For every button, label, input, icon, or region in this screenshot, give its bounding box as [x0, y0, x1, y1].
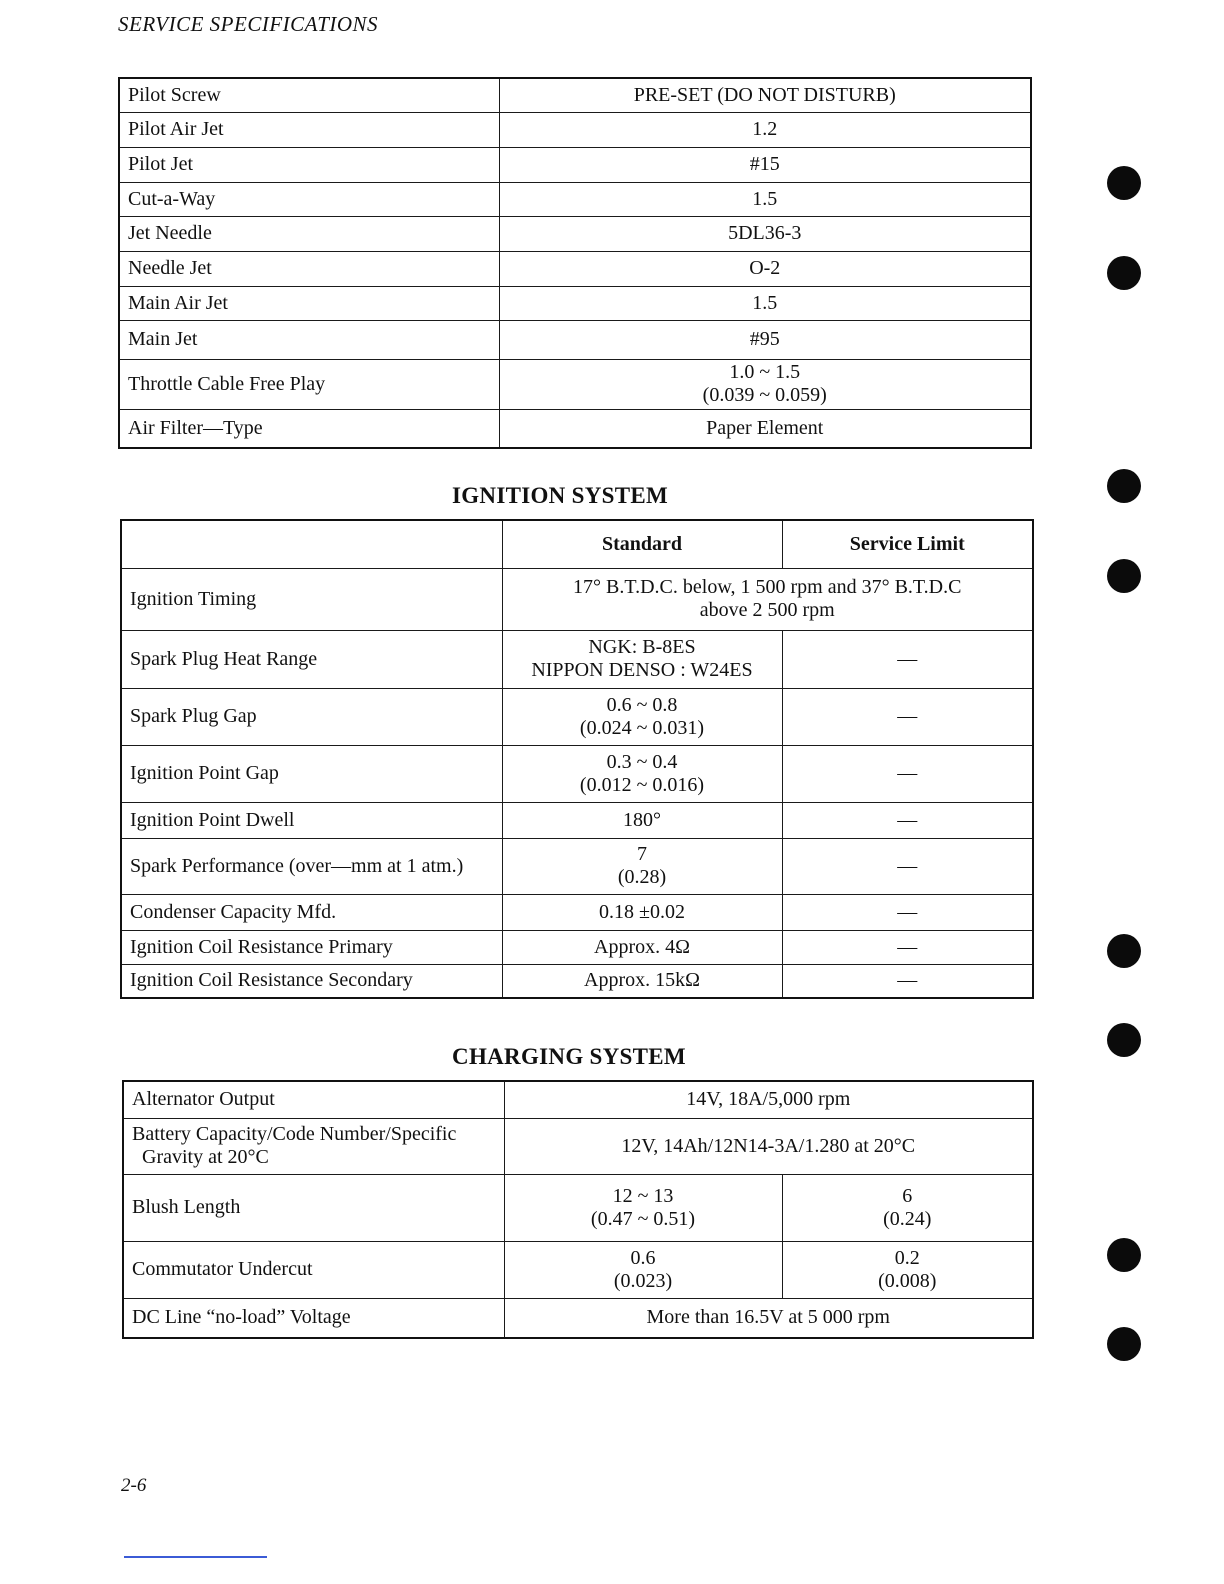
punch-hole [1107, 559, 1141, 593]
spec-limit: — [782, 630, 1033, 688]
table-row [119, 112, 1031, 147]
page-header-title: SERVICE SPECIFICATIONS [118, 12, 379, 36]
table-row [119, 147, 1031, 182]
spec-standard: 7 (0.28) [502, 838, 782, 894]
spec-value: 12V, 14Ah/12N14-3A/1.280 at 20°C [504, 1118, 1033, 1174]
spec-label: Air Filter—Type [119, 409, 499, 448]
spec-label: Battery Capacity/Code Number/Specific Gravity at 20°C [123, 1118, 504, 1174]
table-row [119, 182, 1031, 216]
punch-hole [1107, 1023, 1141, 1057]
spec-value: PRE-SET (DO NOT DISTURB) [499, 78, 1031, 112]
header-standard: Standard [502, 520, 782, 568]
spec-value: Paper Element [499, 409, 1031, 448]
spec-limit: 0.2 (0.008) [782, 1241, 1033, 1298]
spec-value: 5DL36-3 [499, 216, 1031, 251]
spec-standard: 0.18 ±0.02 [502, 894, 782, 930]
spec-label: Throttle Cable Free Play [119, 359, 499, 409]
spec-limit: — [782, 930, 1033, 964]
spec-label: Pilot Air Jet [119, 112, 499, 147]
spec-standard: 0.3 ~ 0.4 (0.012 ~ 0.016) [502, 745, 782, 802]
table-row [121, 838, 1033, 894]
spec-standard: Approx. 4Ω [502, 930, 782, 964]
spec-limit: — [782, 838, 1033, 894]
spec-standard: 12 ~ 13 (0.47 ~ 0.51) [504, 1174, 782, 1241]
table-row [121, 894, 1033, 930]
spec-label: Alternator Output [123, 1081, 504, 1118]
spec-label: Spark Plug Heat Range [121, 630, 502, 688]
table-row [119, 409, 1031, 448]
spec-label: Jet Needle [119, 216, 499, 251]
spec-limit: — [782, 802, 1033, 838]
spec-limit: — [782, 688, 1033, 745]
spec-label: Ignition Point Dwell [121, 802, 502, 838]
spec-value: #15 [499, 147, 1031, 182]
spec-label: Pilot Screw [119, 78, 499, 112]
spec-label: Commutator Undercut [123, 1241, 504, 1298]
table-row [119, 286, 1031, 320]
spec-standard: 0.6 ~ 0.8 (0.024 ~ 0.031) [502, 688, 782, 745]
ignition-spec-table [120, 519, 1034, 999]
spec-label: Cut-a-Way [119, 182, 499, 216]
punch-hole [1107, 1238, 1141, 1272]
spec-label: Spark Plug Gap [121, 688, 502, 745]
spec-label: Main Air Jet [119, 286, 499, 320]
punch-hole [1107, 166, 1141, 200]
spec-label: Pilot Jet [119, 147, 499, 182]
table-row [123, 1174, 1033, 1241]
table-row [119, 251, 1031, 286]
spec-limit: 6 (0.24) [782, 1174, 1033, 1241]
carburetor-spec-table [118, 77, 1032, 449]
punch-hole [1107, 469, 1141, 503]
spec-label: DC Line “no-load” Voltage [123, 1298, 504, 1338]
spec-limit: — [782, 964, 1033, 998]
header-blank [121, 520, 502, 568]
spec-limit: — [782, 894, 1033, 930]
spec-standard: 0.6 (0.023) [504, 1241, 782, 1298]
spec-label: Needle Jet [119, 251, 499, 286]
spec-label: Blush Length [123, 1174, 504, 1241]
spec-value: 1.5 [499, 286, 1031, 320]
spec-value: 17° B.T.D.C. below, 1 500 rpm and 37° B.T.D.C above 2 500 rpm [502, 568, 1033, 630]
table-row [121, 688, 1033, 745]
spec-label: Ignition Coil Resistance Secondary [121, 964, 502, 998]
table-row [121, 964, 1033, 998]
spec-standard: Approx. 15kΩ [502, 964, 782, 998]
punch-hole [1107, 256, 1141, 290]
spec-label: Ignition Coil Resistance Primary [121, 930, 502, 964]
spec-standard: 180° [502, 802, 782, 838]
table-row [121, 568, 1033, 630]
table-row [119, 78, 1031, 112]
charging-system-title: CHARGING SYSTEM [452, 1044, 686, 1069]
table-row [121, 630, 1033, 688]
spec-label: Main Jet [119, 320, 499, 359]
punch-hole [1107, 1327, 1141, 1361]
spec-standard: NGK: B-8ES NIPPON DENSO : W24ES [502, 630, 782, 688]
table-header-row [121, 520, 1033, 568]
spec-value: #95 [499, 320, 1031, 359]
table-row [119, 359, 1031, 409]
punch-hole [1107, 934, 1141, 968]
spec-value: O-2 [499, 251, 1031, 286]
table-row [123, 1118, 1033, 1174]
spec-value: 1.2 [499, 112, 1031, 147]
spec-value: 14V, 18A/5,000 rpm [504, 1081, 1033, 1118]
spec-value: More than 16.5V at 5 000 rpm [504, 1298, 1033, 1338]
footer-rule [124, 1556, 267, 1558]
table-row [119, 216, 1031, 251]
page-number: 2-6 [121, 1475, 147, 1496]
spec-label: Ignition Point Gap [121, 745, 502, 802]
charging-spec-table [122, 1080, 1034, 1339]
table-row [119, 320, 1031, 359]
spec-value: 1.0 ~ 1.5 (0.039 ~ 0.059) [499, 359, 1031, 409]
ignition-system-title: IGNITION SYSTEM [451, 483, 669, 508]
header-service-limit: Service Limit [782, 520, 1033, 568]
table-row [121, 930, 1033, 964]
spec-label: Condenser Capacity Mfd. [121, 894, 502, 930]
table-row [121, 745, 1033, 802]
spec-label: Ignition Timing [121, 568, 502, 630]
spec-value: 1.5 [499, 182, 1031, 216]
table-row [123, 1298, 1033, 1338]
table-row [123, 1081, 1033, 1118]
table-row [123, 1241, 1033, 1298]
spec-limit: — [782, 745, 1033, 802]
table-row [121, 802, 1033, 838]
spec-label: Spark Performance (over—mm at 1 atm.) [121, 838, 502, 894]
